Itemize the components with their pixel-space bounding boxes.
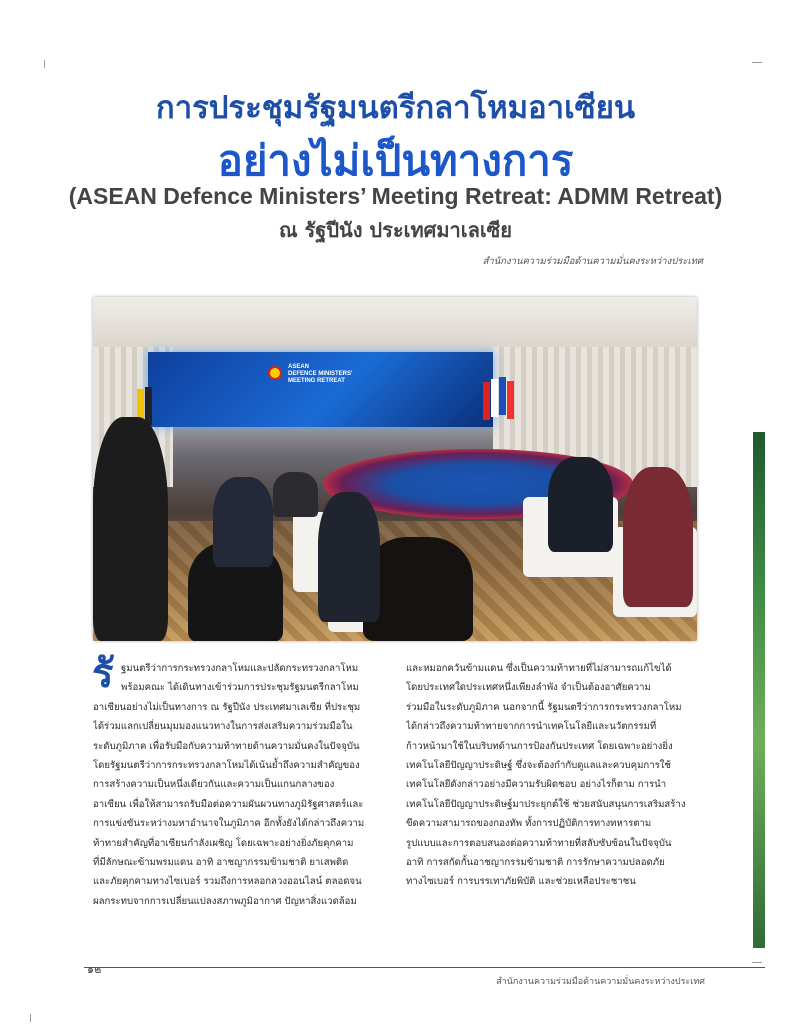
text-line: ได้ร่วมแลกเปลี่ยนมุมมองแนวทางในการส่งเสริมความร่วมมือใน: [93, 721, 353, 733]
text-line: เทคโนโลยีดังกล่าวอย่างมีความรับผิดชอบ อย่างไรก็ตาม การนำ: [406, 779, 667, 791]
text-line: การแข่งขันระหว่างมหาอำนาจในภูมิภาค อีกทั้งยังได้กล่าวถึงความ: [93, 818, 365, 830]
screen-text: ASEAN: [288, 364, 310, 370]
text-line: ท้าทายสำคัญที่อาเซียนกำลังเผชิญ โดยเฉพาะอย่างยิ่งภัยคุกคาม: [93, 837, 354, 849]
text-line: ได้กล่าวถึงความท้าทายจากการนำเทคโนโลยีและนวัตกรรมที่: [406, 721, 657, 733]
article-column-left: [93, 659, 395, 911]
text-line: ขีดความสามารถของกองทัพ ทั้งการปฏิบัติการทางทหารตาม: [406, 818, 652, 830]
text-line: อาเซียนอย่างไม่เป็นทางการ ณ รัฐปีนัง ประเทศมาเลเซีย ที่ประชุม: [93, 701, 361, 713]
backdrop-screen: [148, 352, 493, 427]
text-line: ที่มีลักษณะข้ามพรมแดน อาทิ อาชญากรรมข้ามชาติ ยาเสพติด: [93, 856, 349, 868]
text-line: ระดับภูมิภาค เพื่อรับมือกับความท้าทายด้านความมั่นคงในปัจจุบัน: [93, 740, 360, 752]
crop-mark: [752, 62, 762, 63]
text-line: การสร้างความเป็นหนึ่งเดียวกันและความเป็นแกนกลางของ: [93, 779, 335, 791]
article-column-right: [406, 659, 706, 892]
text-line: ร่วมมือในระดับภูมิภาค นอกจากนี้ รัฐมนตรีว่าการกระทรวงกลาโหม: [406, 701, 682, 713]
text-line: รูปแบบและการตอบสนองต่อความท้าทายที่สลับซับซ้อนในปัจจุบัน: [406, 837, 672, 849]
meeting-photo: [93, 297, 697, 641]
footer-rule: [84, 967, 765, 968]
text-line: โดยรัฐมนตรีว่าการกระทรวงกลาโหมได้เน้นย้ำถึงความสำคัญของ: [93, 759, 360, 771]
text-line: ผลกระทบจากการเปลี่ยนแปลงสภาพภูมิอากาศ ปัญหาสิ่งแวดล้อม: [93, 895, 357, 907]
person-silhouette: [213, 477, 273, 567]
byline: สำนักงานความร่วมมือด้านความมั่นคงระหว่างประเทศ: [482, 256, 703, 267]
crop-mark: [44, 60, 45, 68]
page-number: ๑๒: [87, 963, 102, 976]
text-line: ทางไซเบอร์ การบรรเทาภัยพิบัติ และช่วยเหลือประชาชน: [406, 876, 636, 888]
flag: [483, 382, 490, 420]
person-silhouette: [318, 492, 380, 622]
flag: [491, 379, 498, 417]
text-line: อาเซียน เพื่อให้สามารถรับมือต่อความผันผวนทางภูมิรัฐศาสตร์และ: [93, 798, 364, 810]
text-line: ก้าวหน้ามาใช้ในบริบทด้านการป้องกันประเทศ โดยเฉพาะอย่างยิ่ง: [406, 740, 673, 752]
title-english: (ASEAN Defence Ministers’ Meeting Retreat: ADMM Retreat): [68, 183, 723, 209]
text-line: เทคโนโลยีปัญญาประดิษฐ์มาประยุกต์ใช้ ช่วยสนับสนุนการเสริมสร้าง: [406, 798, 686, 810]
text-line: และหมอกควันข้ามแดน ซึ่งเป็นความท้าทายที่ไม่สามารถแก้ไขได้: [406, 663, 672, 674]
screen-text: MEETING RETREAT: [288, 378, 345, 384]
text-line: และภัยคุกคามทางไซเบอร์ รวมถึงการหลอกลวงออนไลน์ ตลอดจน: [93, 876, 362, 888]
person-silhouette: [548, 457, 613, 552]
flag: [507, 381, 514, 419]
asean-logo-icon: [268, 366, 282, 380]
edge-photo-strip: [753, 432, 765, 948]
drop-cap: รั: [92, 651, 114, 697]
title-line-1: การประชุมรัฐมนตรีกลาโหมอาเซียน: [155, 90, 636, 126]
flag: [499, 377, 506, 415]
text-line: เทคโนโลยีปัญญาประดิษฐ์ ซึ่งจะต้องกำกับดูแลและควบคุมการใช้: [406, 759, 671, 771]
person-silhouette: [623, 467, 693, 607]
footer-text: สำนักงานความร่วมมือด้านความมั่นคงระหว่างประเทศ: [496, 977, 705, 987]
screen-text: DEFENCE MINISTERS': [288, 371, 353, 377]
title-line-2: อย่างไม่เป็นทางการ: [217, 136, 574, 185]
crop-mark: [30, 1014, 31, 1022]
person-silhouette: [273, 472, 318, 517]
text-line: โดยประเทศใดประเทศหนึ่งเพียงลำพัง จำเป็นต้องอาศัยความ: [406, 682, 651, 694]
text-line: อาทิ การสกัดกั้นอาชญากรรมข้ามชาติ การรักษาความปลอดภัย: [406, 856, 665, 868]
text-line: พร้อมคณะ ได้เดินทางเข้าร่วมการประชุมรัฐมนตรีกลาโหม: [121, 682, 359, 694]
text-line: ฐมนตรีว่าการกระทรวงกลาโหมและปลัดกระทรวงกลาโหม: [121, 663, 359, 674]
person-silhouette: [93, 417, 168, 641]
crop-mark: [752, 962, 762, 963]
title-location: ณ รัฐปีนัง ประเทศมาเลเซีย: [279, 218, 512, 242]
